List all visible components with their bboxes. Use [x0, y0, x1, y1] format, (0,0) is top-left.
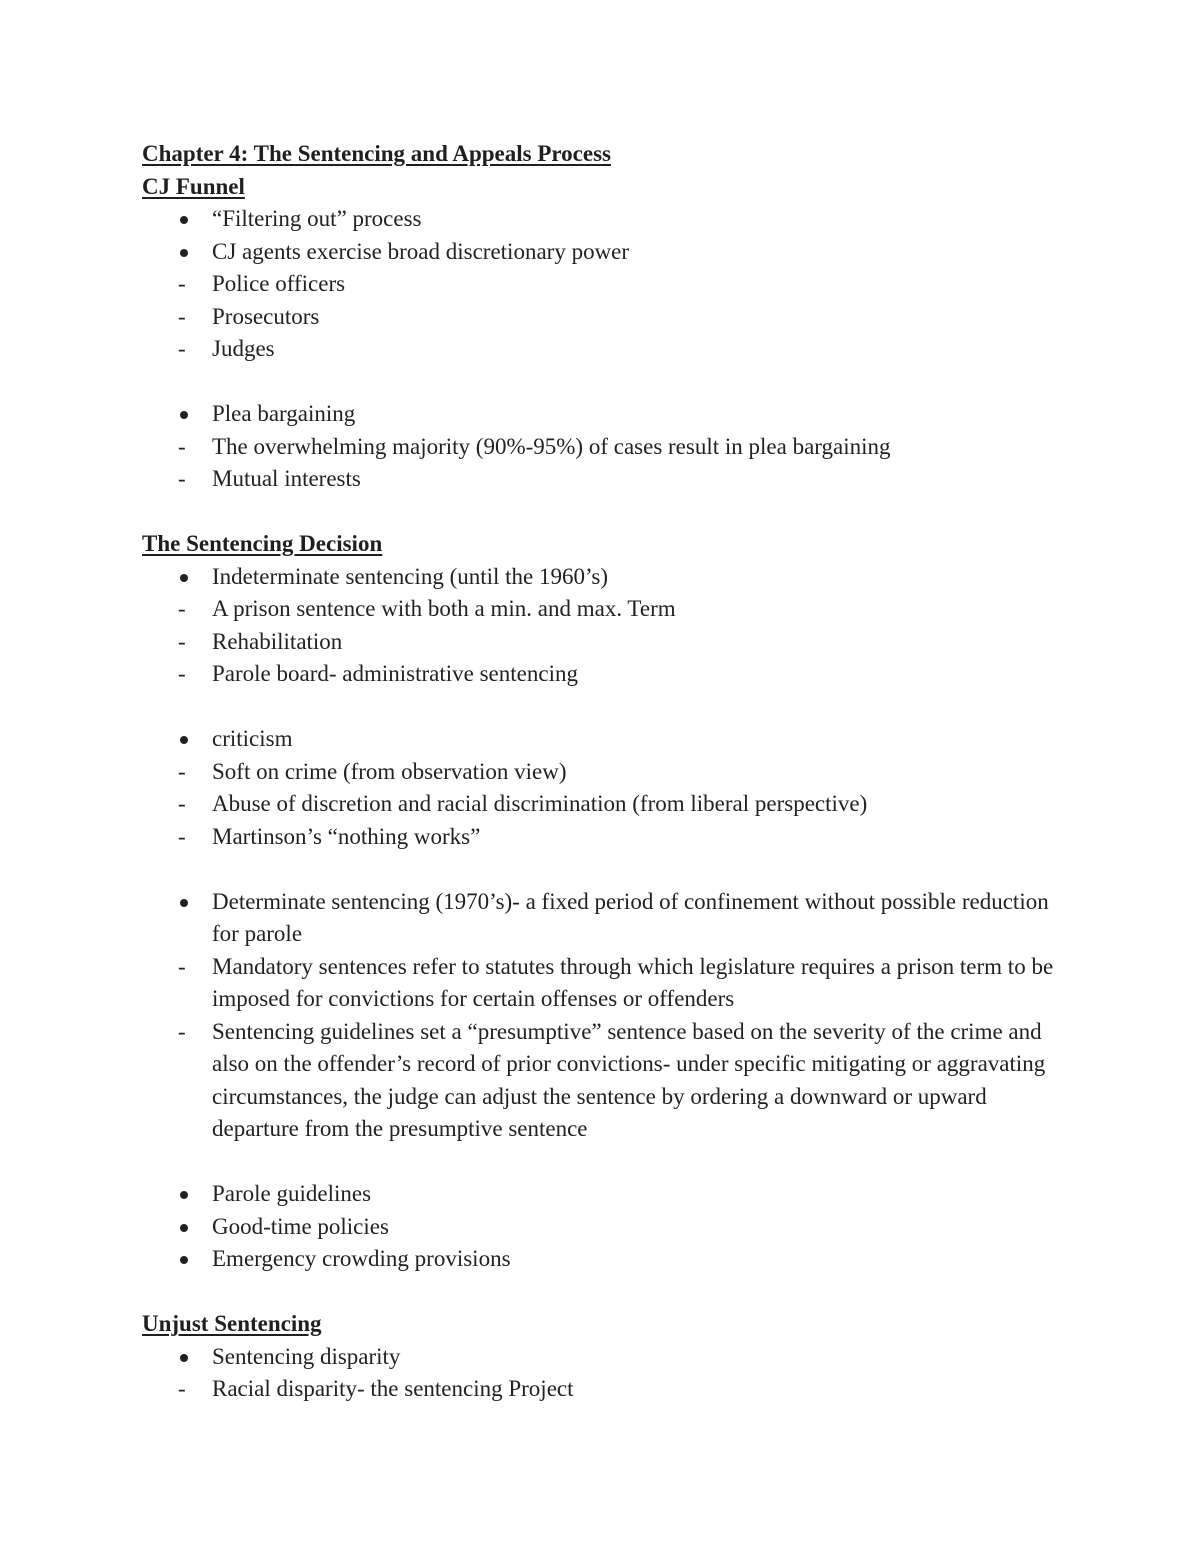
- list-item: [142, 463, 1070, 496]
- bullet-icon: [180, 574, 188, 582]
- list-item-text: Judges: [212, 336, 275, 361]
- spacer: [142, 691, 1070, 724]
- list-item: [142, 886, 1070, 951]
- list-item: [142, 1373, 1070, 1406]
- bullet-icon: [180, 736, 188, 744]
- list-item-text: Parole board- administrative sentencing: [212, 661, 578, 686]
- list-item-text: criticism: [212, 726, 293, 751]
- list-item: [142, 951, 1070, 1016]
- list-item-text: Racial disparity- the sentencing Project: [212, 1376, 574, 1401]
- list-item-text: A prison sentence with both a min. and max. Term: [212, 596, 676, 621]
- dash-icon: -: [178, 336, 186, 361]
- list-item: [142, 723, 1070, 756]
- bullet-icon: [180, 249, 188, 257]
- list-item-text: Prosecutors: [212, 303, 320, 329]
- list-item-text: Parole guidelines: [212, 1181, 372, 1206]
- spacer: [142, 853, 1070, 886]
- list-item-text: The overwhelming majority (90%-95%) of cases result in plea bargaining: [212, 433, 891, 459]
- list-item: [142, 1243, 1070, 1276]
- section-heading-unjust-sentencing: Unjust Sentencing: [142, 1311, 322, 1336]
- dash-icon: -: [178, 466, 186, 491]
- bullet-icon: [180, 1191, 188, 1199]
- list-item: [142, 203, 1070, 236]
- dash-icon: -: [178, 1376, 186, 1401]
- dash-icon: -: [178, 596, 186, 621]
- list-item: [142, 431, 1070, 464]
- list-item: [142, 561, 1070, 594]
- list-item: [142, 1211, 1070, 1244]
- list-item-text: Sentencing guidelines set a “presumptive” sentence based on the severity of the crime and also on the offender’s record of prior convictions- under specific mitigating or aggravating circumstances, the judge can adjust the sentence by ordering a downward or upward departure from the presumptive sentence: [212, 1018, 1046, 1141]
- dash-icon: -: [178, 823, 186, 849]
- list-item-text: CJ agents exercise broad discretionary power: [212, 238, 630, 264]
- list-item: [142, 236, 1070, 269]
- dash-icon: -: [178, 303, 186, 329]
- bullet-icon: [180, 899, 188, 907]
- list-item-text: Plea bargaining: [212, 401, 356, 426]
- list-item: [142, 658, 1070, 691]
- dash-icon: -: [178, 953, 186, 979]
- dash-icon: -: [178, 791, 186, 816]
- list-item: [142, 398, 1070, 431]
- list-item-text: Police officers: [212, 271, 346, 296]
- list-item-text: Mandatory sentences refer to statutes through which legislature requires a prison term to be imposed for convictions for certain offenses or offenders: [212, 953, 1054, 1011]
- section-heading-cj-funnel: CJ Funnel: [142, 173, 245, 199]
- dash-icon: -: [178, 758, 186, 784]
- list-item: [142, 821, 1070, 854]
- dash-icon: -: [178, 1018, 186, 1044]
- list-item-text: Mutual interests: [212, 466, 361, 491]
- list-item-text: Rehabilitation: [212, 628, 343, 654]
- list-item: [142, 301, 1070, 334]
- spacer: [142, 366, 1070, 399]
- list-item-text: Emergency crowding provisions: [212, 1246, 511, 1271]
- section-heading-sentencing-decision: The Sentencing Decision: [142, 531, 383, 556]
- bullet-icon: [180, 216, 188, 224]
- spacer: [142, 1146, 1070, 1179]
- list-item: [142, 1178, 1070, 1211]
- list-item: [142, 788, 1070, 821]
- bullet-icon: [180, 1256, 188, 1264]
- list-item: [142, 1016, 1070, 1146]
- list-item: [142, 268, 1070, 301]
- list-item: [142, 333, 1070, 366]
- list-item-text: Good-time policies: [212, 1213, 389, 1239]
- list-item-text: Sentencing disparity: [212, 1343, 401, 1369]
- spacer: [142, 1276, 1070, 1309]
- bullet-icon: [180, 1224, 188, 1232]
- list-item: [142, 756, 1070, 789]
- list-item: [142, 593, 1070, 626]
- dash-icon: -: [178, 628, 186, 654]
- list-item-text: “Filtering out” process: [212, 206, 422, 231]
- list-item-text: Indeterminate sentencing (until the 1960’s): [212, 563, 608, 589]
- list-item: [142, 626, 1070, 659]
- dash-icon: -: [178, 433, 186, 459]
- list-item-text: Abuse of discretion and racial discrimination (from liberal perspective): [212, 791, 868, 816]
- dash-icon: -: [178, 661, 186, 686]
- list-item-text: Martinson’s “nothing works”: [212, 823, 481, 849]
- bullet-icon: [180, 1354, 188, 1362]
- list-item-text: Determinate sentencing (1970’s)- a fixed period of confinement without possible reduction for parole: [212, 888, 1049, 946]
- list-item-text: Soft on crime (from observation view): [212, 758, 567, 784]
- bullet-icon: [180, 411, 188, 419]
- document-title: Chapter 4: The Sentencing and Appeals Process: [142, 141, 611, 166]
- list-item: [142, 1341, 1070, 1374]
- spacer: [142, 496, 1070, 529]
- dash-icon: -: [178, 271, 186, 296]
